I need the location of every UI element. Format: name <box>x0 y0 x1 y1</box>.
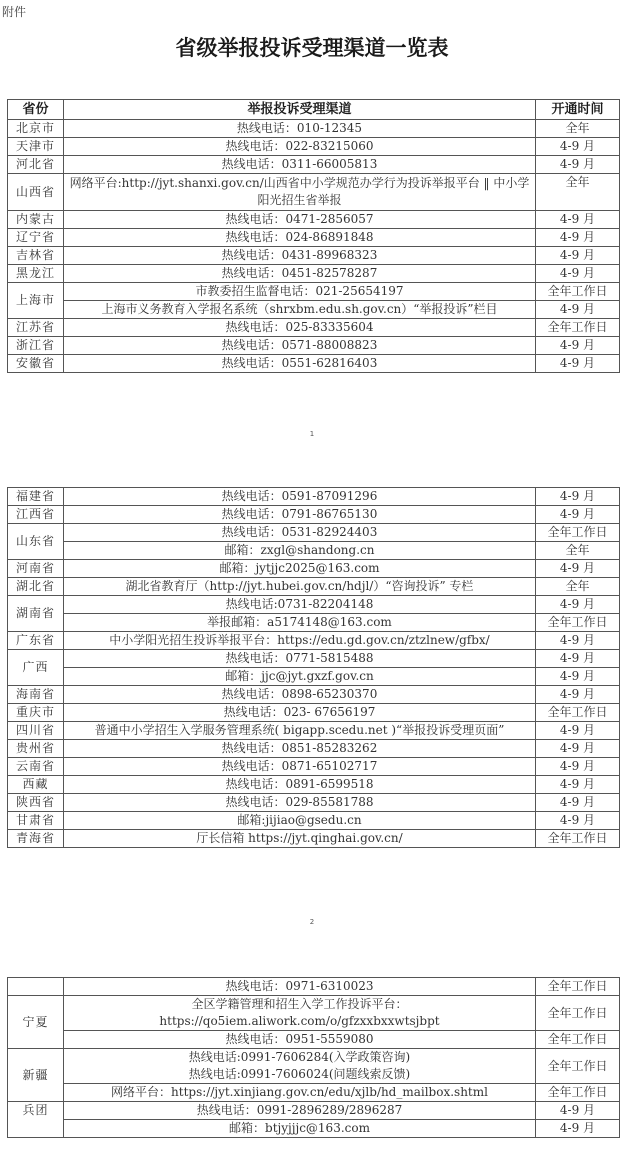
table-row <box>8 319 620 337</box>
province-cell: 兵团 <box>8 1102 64 1138</box>
time-cell: 全年 <box>536 174 620 211</box>
time-cell: 4-9 月 <box>536 740 620 758</box>
channel-cell: 热线电话：0431-89968323 <box>64 247 536 265</box>
table-row <box>8 596 620 614</box>
channel-cell: 热线电话：0898-65230370 <box>64 686 536 704</box>
province-cell: 吉林省 <box>8 247 64 265</box>
page-number: 2 <box>309 918 315 926</box>
channel-cell: 热线电话：0531-82924403 <box>64 524 536 542</box>
attachment-label: 附件 <box>2 5 27 19</box>
province-cell: 河南省 <box>8 560 64 578</box>
table-row <box>8 758 620 776</box>
time-cell: 4-9 月 <box>536 506 620 524</box>
province-cell: 重庆市 <box>8 704 64 722</box>
channel-cell: 市教委招生监督电话：021-25654197 <box>64 283 536 301</box>
channel-cell: 热线电话：022-83215060 <box>64 138 536 156</box>
table-row <box>8 229 620 247</box>
table-row <box>8 614 620 632</box>
channel-cell: 举报邮箱：a5174148@163.com <box>64 614 536 632</box>
channel-cell: 热线电话：025-83335604 <box>64 319 536 337</box>
time-cell: 4-9 月 <box>536 355 620 373</box>
channel-cell: 热线电话：0971-6310023 <box>64 978 536 996</box>
channel-cell: 网络平台:http://jyt.shanxi.gov.cn/山西省中小学规范办学行为投诉举报平台 ‖ 中小学阳光招生省举报 <box>64 174 536 211</box>
table-row <box>8 506 620 524</box>
province-cell: 西藏 <box>8 776 64 794</box>
table-row <box>8 668 620 686</box>
table-row <box>8 355 620 373</box>
province-cell: 浙江省 <box>8 337 64 355</box>
table-row <box>8 1049 620 1084</box>
channel-cell: 热线电话：0771-5815488 <box>64 650 536 668</box>
table-row <box>8 1031 620 1049</box>
channel-cell: 热线电话：0551-62816403 <box>64 355 536 373</box>
time-cell: 全年工作日 <box>536 704 620 722</box>
province-cell: 广东省 <box>8 632 64 650</box>
table-row <box>8 524 620 542</box>
channel-line: https://qo5iem.aliwork.com/o/gfzxxbxxwtsjbpt <box>159 1014 440 1028</box>
time-cell: 全年工作日 <box>536 996 620 1031</box>
province-cell: 安徽省 <box>8 355 64 373</box>
table-row <box>8 722 620 740</box>
channel-cell: 湖北省教育厅（http://jyt.hubei.gov.cn/hdjl/）“咨询投诉” 专栏 <box>64 578 536 596</box>
channel-line: 热线电话:0991-7606024(问题线索反馈) <box>188 1067 411 1081</box>
time-cell: 4-9 月 <box>536 337 620 355</box>
time-cell: 全年工作日 <box>536 524 620 542</box>
channel-cell: 热线电话:0731-82204148 <box>64 596 536 614</box>
table-row <box>8 211 620 229</box>
time-cell: 4-9 月 <box>536 301 620 319</box>
time-cell: 4-9 月 <box>536 265 620 283</box>
page-number: 1 <box>309 430 315 438</box>
time-cell: 全年工作日 <box>536 1031 620 1049</box>
province-cell: 新疆 <box>8 1049 64 1102</box>
province-cell: 广西 <box>8 650 64 686</box>
time-cell: 4-9 月 <box>536 650 620 668</box>
channel-cell: 邮箱：zxgl@shandong.cn <box>64 542 536 560</box>
table-row <box>8 174 620 211</box>
province-cell: 辽宁省 <box>8 229 64 247</box>
time-cell: 4-9 月 <box>536 488 620 506</box>
time-cell: 4-9 月 <box>536 722 620 740</box>
table-row <box>8 632 620 650</box>
province-cell: 湖南省 <box>8 596 64 632</box>
table-row <box>8 301 620 319</box>
time-cell: 4-9 月 <box>536 229 620 247</box>
channel-line: 全区学籍管理和招生入学工作投诉平台： <box>191 997 408 1011</box>
document-title: 省级举报投诉受理渠道一览表 <box>175 35 449 60</box>
channel-cell: 邮箱:jijiao@gsedu.cn <box>64 812 536 830</box>
province-cell: 天津市 <box>8 138 64 156</box>
channel-cell: 厅长信箱 https://jyt.qinghai.gov.cn/ <box>64 830 536 848</box>
channels-table-page-3 <box>7 977 620 1138</box>
channel-cell: 热线电话：024-86891848 <box>64 229 536 247</box>
province-cell: 内蒙古 <box>8 211 64 229</box>
table-row <box>8 283 620 301</box>
province-cell: 湖北省 <box>8 578 64 596</box>
channel-cell: 热线电话：0451-82578287 <box>64 265 536 283</box>
province-cell: 宁夏 <box>8 996 64 1049</box>
channel-cell: 普通中小学招生入学服务管理系统( bigapp.scedu.net )“举报投诉受理页面” <box>64 722 536 740</box>
province-cell: 贵州省 <box>8 740 64 758</box>
time-cell: 4-9 月 <box>536 1120 620 1138</box>
table-row <box>8 488 620 506</box>
time-cell: 全年工作日 <box>536 1084 620 1102</box>
time-cell: 4-9 月 <box>536 632 620 650</box>
table-header-row <box>8 100 620 120</box>
channel-cell: 热线电话：0991-2896289/2896287 <box>64 1102 536 1120</box>
time-cell: 全年工作日 <box>536 978 620 996</box>
table-row <box>8 337 620 355</box>
time-cell: 全年工作日 <box>536 830 620 848</box>
channel-cell: 热线电话：0571-88008823 <box>64 337 536 355</box>
channels-table-page-2 <box>7 487 620 848</box>
time-cell: 4-9 月 <box>536 156 620 174</box>
channel-cell: 热线电话：0791-86765130 <box>64 506 536 524</box>
time-cell: 4-9 月 <box>536 794 620 812</box>
time-cell: 4-9 月 <box>536 1102 620 1120</box>
time-cell: 全年 <box>536 542 620 560</box>
table-row <box>8 812 620 830</box>
table-row <box>8 978 620 996</box>
channel-cell: 热线电话：029-85581788 <box>64 794 536 812</box>
table-row <box>8 650 620 668</box>
channels-table-page-1 <box>7 99 620 373</box>
province-cell: 山东省 <box>8 524 64 560</box>
time-cell: 4-9 月 <box>536 596 620 614</box>
time-cell: 全年 <box>536 120 620 138</box>
time-cell: 4-9 月 <box>536 211 620 229</box>
channel-cell <box>64 996 536 1031</box>
time-cell: 全年工作日 <box>536 1049 620 1084</box>
table-row <box>8 120 620 138</box>
province-cell: 青海省 <box>8 830 64 848</box>
time-cell: 全年 <box>536 578 620 596</box>
channel-cell: 邮箱：btjyjjjc@163.com <box>64 1120 536 1138</box>
table-row <box>8 794 620 812</box>
table-row <box>8 776 620 794</box>
time-cell: 全年工作日 <box>536 614 620 632</box>
province-cell: 陕西省 <box>8 794 64 812</box>
channel-cell: 邮箱：jytjjc2025@163.com <box>64 560 536 578</box>
table-row <box>8 247 620 265</box>
channel-cell: 热线电话：023- 67656197 <box>64 704 536 722</box>
table-row <box>8 686 620 704</box>
time-cell: 4-9 月 <box>536 812 620 830</box>
province-cell: 海南省 <box>8 686 64 704</box>
province-cell: 江西省 <box>8 506 64 524</box>
table-row <box>8 138 620 156</box>
table-row <box>8 265 620 283</box>
table-row <box>8 830 620 848</box>
table-row <box>8 156 620 174</box>
channel-cell: 中小学阳光招生投诉举报平台：https://edu.gd.gov.cn/ztzlnew/gfbx/ <box>64 632 536 650</box>
channel-cell <box>64 1049 536 1084</box>
table-row <box>8 996 620 1031</box>
table-row <box>8 542 620 560</box>
table-row <box>8 704 620 722</box>
channel-cell: 上海市义务教育入学报名系统（shrxbm.edu.sh.gov.cn）“举报投诉”栏目 <box>64 301 536 319</box>
header-province: 省份 <box>8 100 64 120</box>
time-cell: 4-9 月 <box>536 776 620 794</box>
province-cell: 黑龙江 <box>8 265 64 283</box>
province-cell: 上海市 <box>8 283 64 319</box>
province-cell: 河北省 <box>8 156 64 174</box>
time-cell: 4-9 月 <box>536 560 620 578</box>
header-channel: 举报投诉受理渠道 <box>64 100 536 120</box>
table-row <box>8 578 620 596</box>
province-cell: 北京市 <box>8 120 64 138</box>
province-cell: 四川省 <box>8 722 64 740</box>
table-row <box>8 560 620 578</box>
province-cell: 云南省 <box>8 758 64 776</box>
table-row <box>8 1102 620 1120</box>
table-row <box>8 1120 620 1138</box>
channel-cell: 热线电话：010-12345 <box>64 120 536 138</box>
channel-cell: 热线电话：0951-5559080 <box>64 1031 536 1049</box>
channel-cell: 热线电话：0851-85283262 <box>64 740 536 758</box>
channel-cell: 热线电话：0311-66005813 <box>64 156 536 174</box>
channel-cell: 热线电话：0871-65102717 <box>64 758 536 776</box>
channel-cell: 邮箱：jjc@jyt.gxzf.gov.cn <box>64 668 536 686</box>
time-cell: 4-9 月 <box>536 686 620 704</box>
time-cell: 全年工作日 <box>536 283 620 301</box>
province-cell: 山西省 <box>8 174 64 211</box>
time-cell: 全年工作日 <box>536 319 620 337</box>
channel-cell: 热线电话：0591-87091296 <box>64 488 536 506</box>
province-cell: 江苏省 <box>8 319 64 337</box>
table-row <box>8 740 620 758</box>
table-row <box>8 1084 620 1102</box>
channel-cell: 热线电话：0891-6599518 <box>64 776 536 794</box>
header-time: 开通时间 <box>536 100 620 120</box>
time-cell: 4-9 月 <box>536 138 620 156</box>
province-cell <box>8 978 64 996</box>
channel-cell: 网络平台：https://jyt.xinjiang.gov.cn/edu/xjlb/hd_mailbox.shtml <box>64 1084 536 1102</box>
channel-cell: 热线电话：0471-2856057 <box>64 211 536 229</box>
time-cell: 4-9 月 <box>536 668 620 686</box>
province-cell: 福建省 <box>8 488 64 506</box>
channel-line: 热线电话:0991-7606284(入学政策咨询) <box>188 1050 411 1064</box>
time-cell: 4-9 月 <box>536 758 620 776</box>
province-cell: 甘肃省 <box>8 812 64 830</box>
time-cell: 4-9 月 <box>536 247 620 265</box>
